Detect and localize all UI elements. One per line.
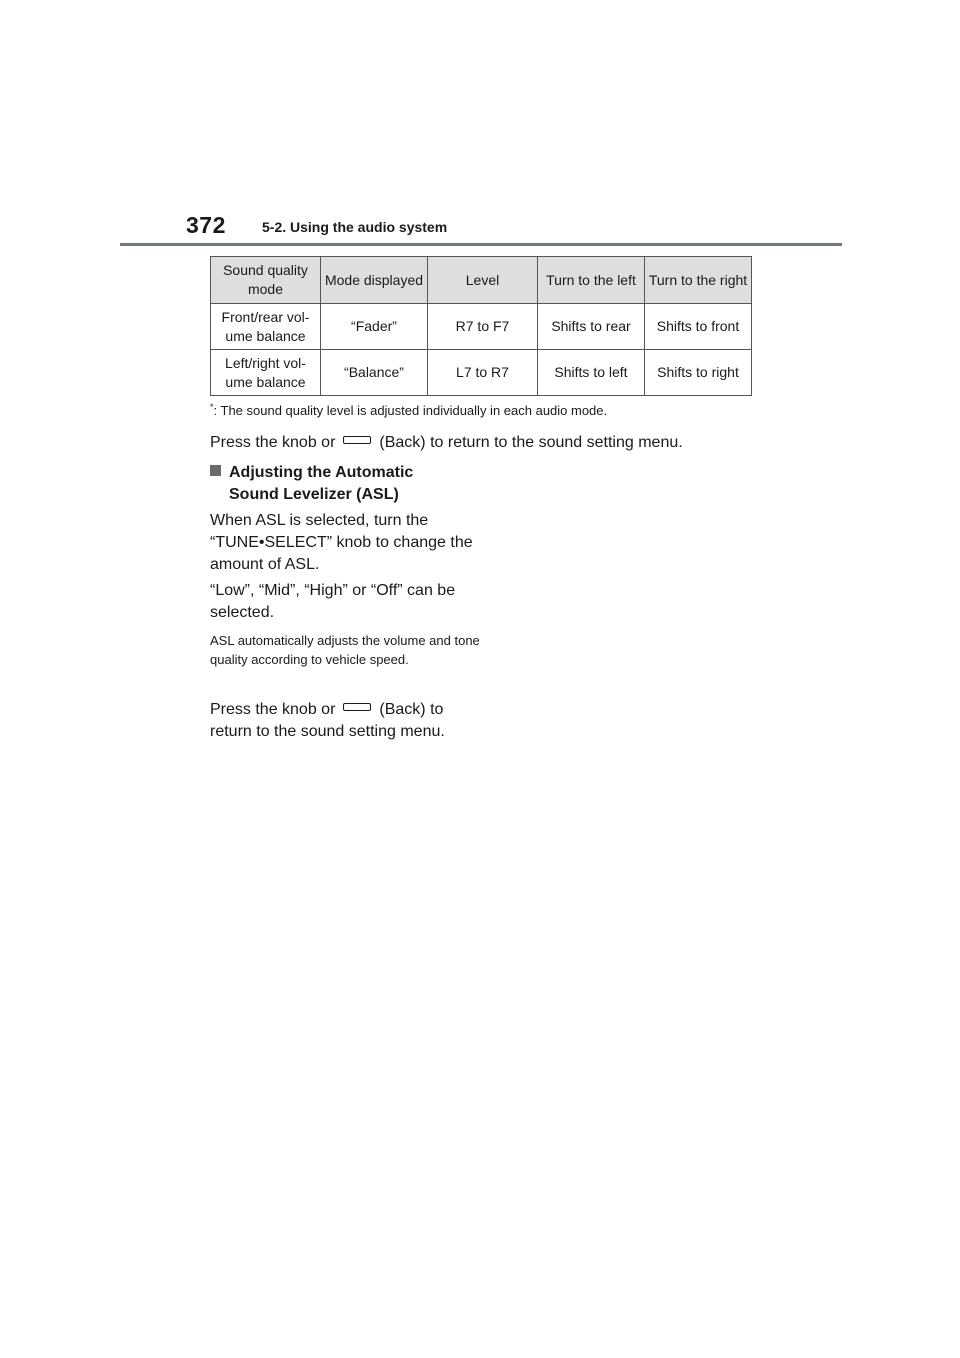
table-cell: R7 to F7 [428,304,538,350]
return-instruction [210,432,683,454]
page-number: 372 [186,212,226,238]
asl-return-instruction [210,699,480,743]
asl-note: ASL automatically adjusts the volume and tone quality according to vehicle speed. [210,633,480,667]
table-cell: Shifts to rear [538,304,645,350]
table-header-cell: Turn to the left [538,257,645,304]
sound-quality-table [210,256,752,396]
table-header-cell: Mode displayed [321,257,428,304]
section-title: 5-2. Using the audio system [262,219,448,235]
instruction-text-line2: return to the sound setting menu. [210,723,445,740]
table-header-cell: Level [428,257,538,304]
asl-heading-line2: Sound Levelizer (ASL) [229,486,399,503]
table-header-row [211,257,752,304]
instruction-text-start: Press the knob or [210,434,336,451]
instruction-text-start: Press the knob or [210,701,336,718]
table-cell: L7 to R7 [428,350,538,396]
square-bullet-icon [210,465,221,476]
table-row [211,304,752,350]
table-header-cell: Sound quality mode [211,257,321,304]
table-cell: “Fader” [321,304,428,350]
instruction-text-end: (Back) to return to the sound setting menu. [379,434,683,451]
back-button-icon [343,703,371,711]
table-cell: Shifts to left [538,350,645,396]
table-row [211,350,752,396]
footnote-mark: * [210,402,214,412]
header-divider [120,243,842,246]
asl-heading-line1: Adjusting the Automatic [229,464,414,481]
asl-paragraph-2: “Low”, “Mid”, “High” or “Off” can be selected. [210,582,456,621]
instruction-text-end: (Back) to [379,701,444,718]
footnote-text: : The sound quality level is adjusted individually in each audio mode. [213,403,608,418]
asl-paragraph-1: When ASL is selected, turn the “TUNE•SELECT” knob to change the amount of ASL. [210,512,473,573]
table-cell: Shifts to front [645,304,752,350]
table-header-cell: Turn to the right [645,257,752,304]
table-cell: Shifts to right [645,350,752,396]
table-cell: Left/right vol-ume balance [211,350,321,396]
asl-heading [210,462,413,506]
back-button-icon [343,436,371,444]
table-cell: Front/rear vol-ume balance [211,304,321,350]
table-footnote [210,402,607,418]
table-cell: “Balance” [321,350,428,396]
